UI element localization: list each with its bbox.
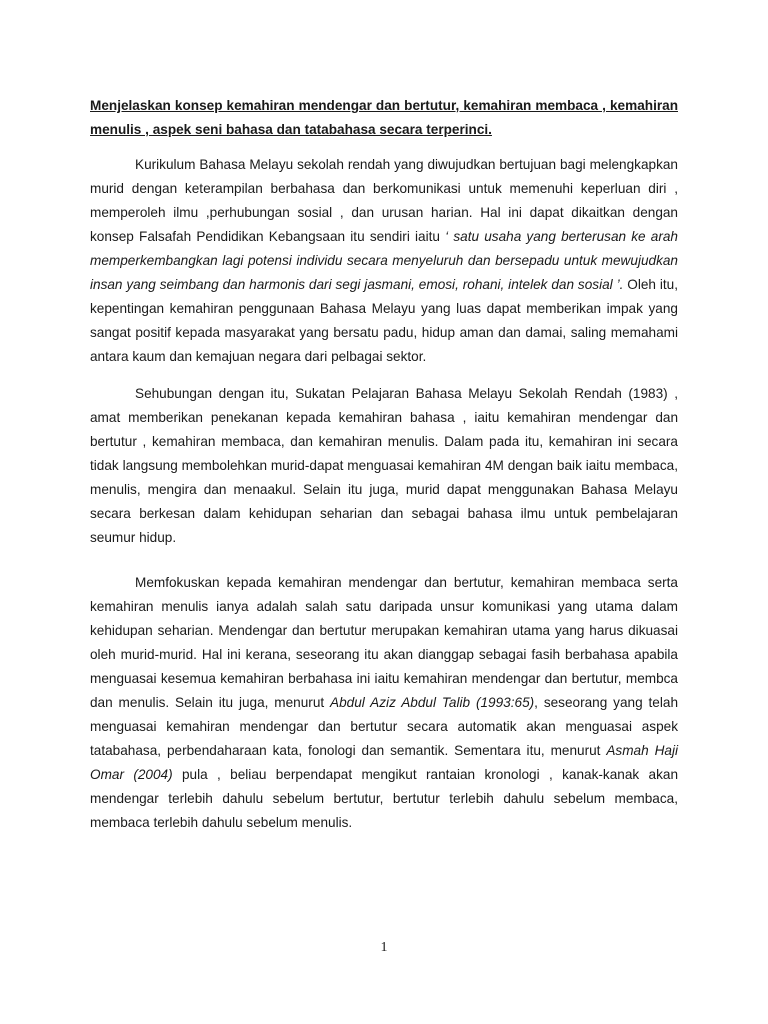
document-title: Menjelaskan konsep kemahiran mendengar dan bertutur, kemahiran membaca , kemahiran menulis , aspek seni bahasa dan tatabahasa secara terperinci.: [90, 98, 678, 137]
paragraph-text: Memfokuskan kepada kemahiran mendengar dan bertutur, kemahiran membaca serta kemahiran menulis ianya adalah salah satu daripada unsur komunikasi yang utama dalam kehidupan seharian. Mendengar dan bertutur merupakan kemahiran utama yang harus dikuasai oleh murid-murid. Hal ini kerana, seseorang itu akan dianggap sebagai fasih berbahasa apabila menguasai kesemua kemahiran berbahasa ini iaitu kemahiran mendengar dan bertutur, membca dan menulis. Selain itu juga, menurut: [90, 575, 678, 710]
page-number: 1: [380, 940, 388, 955]
citation-abdul-aziz: Abdul Aziz Abdul Talib (1993:65): [330, 695, 535, 710]
falsafah-quote: ‘ satu usaha yang berterusan ke arah memperkembangkan lagi potensi individu secara menyeluruh dan bersepadu untuk mewujudkan insan yang seimbang dan harmonis dari segi jasmani, emosi, rohani, intelek dan sosial ’.: [90, 229, 678, 292]
paragraph-kurikulum: [90, 153, 678, 369]
paragraph-text: Kurikulum Bahasa Melayu sekolah rendah yang diwujudkan bertujuan bagi melengkapkan murid dengan keterampilan berbahasa dan berkomunikasi untuk memenuhi keperluan diri , memperoleh ilmu ,perhubungan sosial , dan urusan harian. Hal ini dapat dikaitkan dengan konsep Falsafah Pendidikan Kebangsaan itu sendiri iaitu: [90, 157, 678, 244]
paragraph-text: Oleh itu, kepentingan kemahiran penggunaan Bahasa Melayu yang luas dapat memberikan impak yang sangat positif kepada masyarakat yang bersatu padu, hidup aman dan damai, saling memahami antara kaum dan kemajuan negara dari pelbagai sektor.: [90, 277, 678, 364]
paragraph-sukatan: [90, 382, 678, 550]
paragraph-text: pula , beliau berpendapat mengikut rantaian kronologi , kanak-kanak akan mendengar terlebih dahulu sebelum bertutur, bertutur terlebih dahulu sebelum membaca, membaca terlebih dahulu sebelum menulis.: [90, 767, 678, 830]
citation-asmah: Asmah Haji Omar (2004): [90, 743, 678, 782]
paragraph-text: Sehubungan dengan itu, Sukatan Pelajaran Bahasa Melayu Sekolah Rendah (1983) , amat memberikan penekanan kepada kemahiran bahasa , iaitu kemahiran mendengar dan bertutur , kemahiran membaca, dan kemahiran menulis. Dalam pada itu, kemahiran ini secara tidak langsung membolehkan murid-dapat menguasai kemahiran 4M dengan baik iaitu membaca, menulis, mengira dan menaakul. Selain itu juga, murid dapat menggunakan Bahasa Melayu secara berkesan dalam kehidupan seharian dan sebagai bahasa ilmu untuk pembelajaran seumur hidup.: [90, 386, 678, 545]
paragraph-memfokuskan: [90, 571, 678, 835]
paragraph-text: , seseorang yang telah menguasai kemahiran mendengar dan bertutur secara automatik akan menguasai aspek tatabahasa, perbendaharaan kata, fonologi dan semantik. Sementara itu, menurut: [90, 695, 679, 758]
